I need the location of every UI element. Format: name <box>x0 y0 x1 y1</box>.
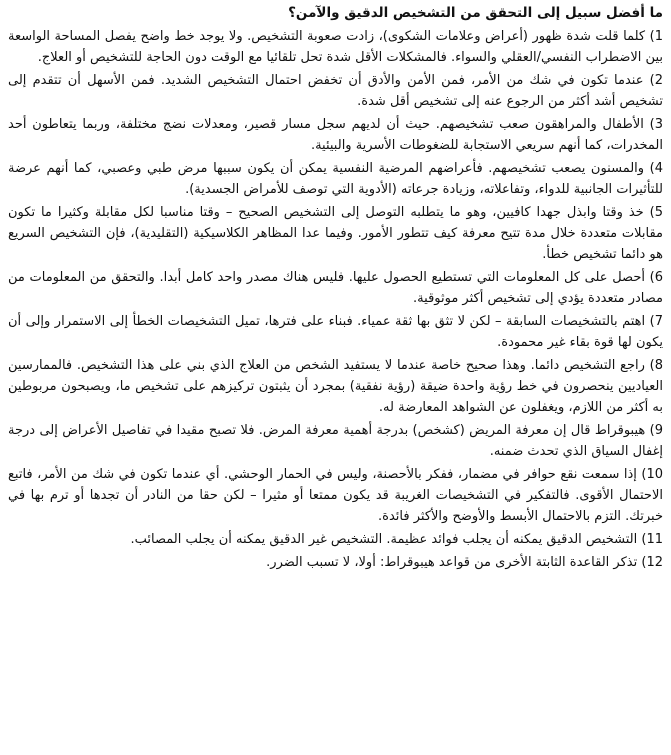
item-number: 12 ) <box>637 555 663 570</box>
list-item-3 <box>8 114 663 156</box>
item-number: 11 ) <box>637 532 663 547</box>
list-item-4 <box>8 158 663 200</box>
list-item-9 <box>8 420 663 462</box>
list-item-7 <box>8 311 663 353</box>
item-number: 1 ) <box>645 29 663 44</box>
guideline-list <box>8 26 663 573</box>
list-item-12 <box>8 552 663 573</box>
list-item-6 <box>8 267 663 309</box>
list-item-10 <box>8 464 663 527</box>
item-number: 5 ) <box>644 205 663 220</box>
list-item-1 <box>8 26 663 68</box>
item-text: كلما قلت شدة ظهور (أعراض وعلامات الشكوى)، زادت صعوبة التشخيص. ولا يوجد خط واضح يفصل المساحة الواسعة بين الاضطراب النفسي/العقلي والسواء. فالمشكلات الأقل شدة تحل تلقائيا مع الوقت دون الحاجة للتشخيص أو العلاج. <box>8 29 663 65</box>
item-text: الأطفال والمراهقون صعب تشخيصهم. حيث أن لديهم سجل مسار قصير، ومعدلات نضج مختلفة، وربما يتعاطون أحد المخدرات، كما أنهم سريعي الاستجابة للضغوطات الأسرية والبيئية. <box>8 117 663 153</box>
item-number: 10 ) <box>637 467 663 482</box>
item-number: 7 ) <box>645 314 663 329</box>
list-item-8 <box>8 355 663 418</box>
item-number: 6 ) <box>645 270 663 285</box>
item-text: إذا سمعت نقع حوافر في مضمار، ففكر بالأحصنة، وليس في الحمار الوحشي. أي عندما تكون في شك من الأمر، فاتبع الاحتمال الأقوى. فالتفكير في التشخيصات الغريبة قد يكون ممتعا أو مثيرا – لكن حقا من النادر أن تجدها أو ترم بها في خبرتك. التزم بالاحتمال الأبسط والأوضح والأكثر فائدة. <box>8 467 663 524</box>
item-number: 2 ) <box>643 73 663 88</box>
item-number: 4 ) <box>644 161 663 176</box>
item-text: عندما تكون في شك من الأمر، فمن الأمن والأدق أن تخفض احتمال التشخيص الشديد. فمن الأسهل أن تتقدم إلى تشخيص أشد أكثر من الرجوع عنه إلى تشخيص أقل شدة. <box>8 73 663 109</box>
item-number: 9 ) <box>645 423 663 438</box>
list-item-11 <box>8 529 663 550</box>
item-text: تذكر القاعدة الثابتة الأخرى من قواعد هيبوقراط: أولا، لا تسبب الضرر. <box>266 555 638 570</box>
item-text: التشخيص الدقيق يمكنه أن يجلب فوائد عظيمة. التشخيص غير الدقيق يمكنه أن يجلب المصائب. <box>130 532 638 547</box>
item-text: راجع التشخيص دائما. وهذا صحيح خاصة عندما لا يستفيد الشخص من العلاج الذي بني على هذا التشخيص. فالممارسين العياديين ينحصرون في خط رؤية واحدة ضيقة (رؤية نفقية) بمجرد أن يثبتون تركيزهم على تشخيص ما، ويصبحون مربوطين به أكثر من اللازم، ويغفلون عن الشواهد المعارضة له. <box>8 358 663 415</box>
item-text: والمسنون يصعب تشخيصهم. فأعراضهم المرضية النفسية يمكن أن يكون سببها مرض طبي وعصبي، كما أنهم عرضة للتأثيرات الجانبية للدواء، وتفاعلاته، وزيادة جرعاته (الأدوية التي توصف للأمراض الجسدية). <box>8 161 663 197</box>
list-item-2 <box>8 70 663 112</box>
item-number: 3 ) <box>644 117 663 132</box>
list-item-5 <box>8 202 663 265</box>
item-text: أحصل على كل المعلومات التي تستطيع الحصول عليها. فليس هناك مصدر واحد كامل أبدا. والتحقق من المعلومات من مصادر متعددة يؤدي إلى تشخيص أكثر موثوقية. <box>8 270 663 306</box>
document-body <box>8 4 663 575</box>
page-title: ما أفضل سبيل إلى التحقق من التشخيص الدقيق والآمن؟ <box>288 5 663 21</box>
item-number: 8 ) <box>645 358 663 373</box>
item-text: اهتم بالتشخيصات السابقة – لكن لا تثق بها ثقة عمياء. فبناء على فترها، تميل التشخيصات الخطأ إلى الاستمرار وإلى أن يكون لها قوة بقاء غير محمودة. <box>8 314 663 350</box>
item-text: خذ وقتا وابذل جهدا كافيين، وهو ما يتطلبه التوصل إلى التشخيص الصحيح – وقتا مناسبا لكل مقابلة وكثيرا ما تكون مقابلات متعددة خلال مدة تتيح معرفة كيف تتطور الأمور. وفيما عدا المظاهر الكلاسيكية (التقليدية)، فإن التشخيص السريع هو دائما تشخيص خطأ. <box>8 205 663 262</box>
item-text: هيبوقراط قال إن معرفة المريض (كشخص) بدرجة أهمية معرفة المرض. فلا تصبح مقيدا في تفاصيل الأعراض إلى درجة إغفال السياق الذي تحدث ضمنه. <box>8 423 663 459</box>
